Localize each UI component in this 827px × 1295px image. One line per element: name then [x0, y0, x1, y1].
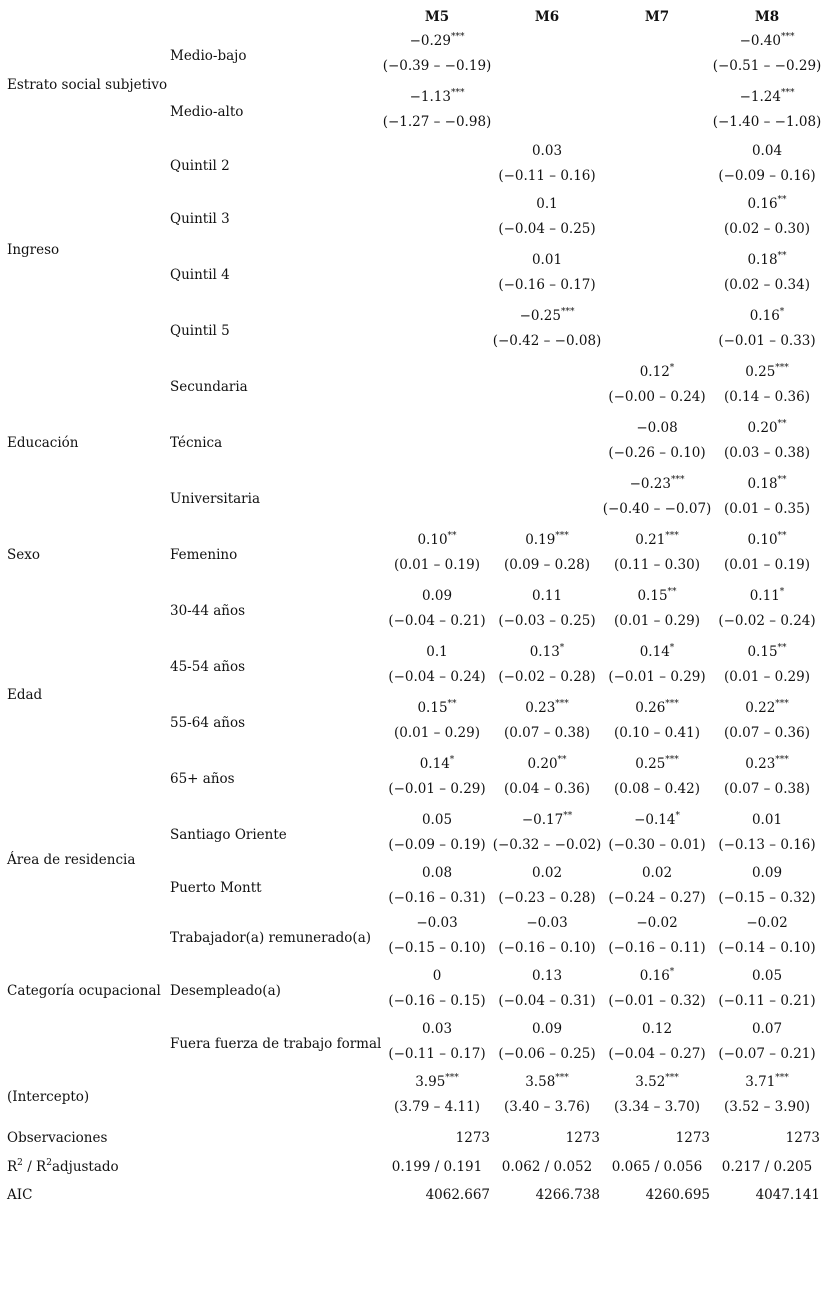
- estimate-cell: [712, 143, 822, 159]
- estimate-value: −0.08: [636, 420, 678, 436]
- confidence-interval: (0.07 – 0.36): [724, 725, 810, 741]
- estimate-value: 0.05: [751, 968, 783, 984]
- confidence-interval: (−0.06 – 0.25): [498, 1046, 596, 1062]
- estimate-cell: [382, 968, 492, 984]
- estimate-value: 0.03: [531, 143, 563, 159]
- row-group-label: Sexo: [7, 547, 40, 563]
- estimate-cell: [382, 700, 492, 716]
- estimate-cell: [602, 968, 712, 984]
- significance-stars: ***: [775, 363, 789, 373]
- estimate-cell: [712, 420, 822, 436]
- estimate-value: 0.01: [751, 812, 783, 828]
- stat-value: 0.217 / 0.205: [721, 1159, 813, 1175]
- confidence-interval: (−0.32 – −0.02): [492, 837, 602, 853]
- estimate-value: 0.23: [525, 700, 556, 716]
- confidence-interval: (−0.09 – 0.19): [388, 837, 486, 853]
- confidence-interval: (−0.16 – 0.11): [608, 940, 706, 956]
- row-label: Quintil 3: [170, 211, 230, 227]
- estimate-value: 0.07: [751, 1021, 783, 1037]
- significance-stars: *: [779, 307, 785, 317]
- estimate-value: 0.20: [527, 756, 558, 772]
- estimate-value: 0.16: [747, 196, 778, 212]
- confidence-interval: (−0.01 – 0.32): [608, 993, 706, 1009]
- estimate-value: 0.15: [637, 588, 668, 604]
- stat-value: 0.065 / 0.056: [611, 1159, 703, 1175]
- estimate-cell: [602, 476, 712, 492]
- estimate-cell: [382, 915, 492, 931]
- estimate-cell: [492, 308, 602, 324]
- estimate-value: 0.08: [421, 865, 453, 881]
- stat-value: 4266.738: [535, 1187, 600, 1203]
- confidence-interval: (0.11 – 0.30): [614, 557, 700, 573]
- significance-stars: ***: [775, 1073, 789, 1083]
- estimate-value: 0.09: [531, 1021, 563, 1037]
- confidence-interval: (−0.02 – 0.24): [718, 613, 816, 629]
- estimate-cell: [712, 89, 822, 105]
- estimate-value: 0.01: [531, 252, 563, 268]
- estimate-cell: [492, 532, 602, 548]
- row-label: Santiago Oriente: [170, 827, 287, 843]
- confidence-interval: (−0.51 – −0.29): [712, 58, 822, 74]
- estimate-value: 0.11: [749, 588, 780, 604]
- confidence-interval: (−0.11 – 0.16): [498, 168, 596, 184]
- significance-stars: *: [675, 811, 680, 821]
- estimate-value: 0.13: [529, 644, 560, 660]
- estimate-cell: [712, 476, 822, 492]
- row-label: Quintil 2: [170, 158, 230, 174]
- estimate-value: 0.18: [747, 476, 778, 492]
- estimate-value: 3.58: [525, 1074, 556, 1090]
- significance-stars: **: [447, 699, 457, 709]
- estimate-value: −0.03: [526, 915, 568, 931]
- row-group-label: Categoría ocupacional: [7, 983, 161, 999]
- stat-label: Observaciones: [7, 1130, 108, 1146]
- confidence-interval: (−0.42 – −0.08): [492, 333, 602, 349]
- estimate-value: 0.25: [635, 756, 666, 772]
- confidence-interval: (−0.13 – 0.16): [718, 837, 816, 853]
- confidence-interval: (−0.14 – 0.10): [718, 940, 816, 956]
- estimate-value: 0.11: [531, 588, 563, 604]
- confidence-interval: (−0.07 – 0.21): [718, 1046, 816, 1062]
- estimate-cell: [602, 644, 712, 660]
- estimate-cell: [492, 143, 602, 159]
- significance-stars: **: [777, 643, 787, 653]
- estimate-cell: [382, 1021, 492, 1037]
- estimate-cell: [712, 812, 822, 828]
- estimate-value: 0.12: [641, 1021, 673, 1037]
- estimate-cell: [712, 308, 822, 324]
- confidence-interval: (0.01 – 0.35): [724, 501, 810, 517]
- significance-stars: ***: [445, 1073, 459, 1083]
- row-group-label: (Intercepto): [7, 1089, 90, 1105]
- estimate-cell: [492, 756, 602, 772]
- estimate-value: 0.22: [745, 700, 776, 716]
- estimate-cell: [712, 33, 822, 49]
- confidence-interval: (−0.11 – 0.21): [718, 993, 816, 1009]
- confidence-interval: (0.01 – 0.19): [394, 557, 480, 573]
- estimate-value: 0.09: [421, 588, 453, 604]
- stat-value: 1273: [455, 1130, 490, 1146]
- significance-stars: ***: [450, 32, 465, 42]
- estimate-value: 0.12: [639, 364, 670, 380]
- estimate-value: 3.71: [745, 1074, 776, 1090]
- confidence-interval: (0.01 – 0.29): [394, 725, 480, 741]
- row-group-label: Edad: [7, 687, 43, 703]
- estimate-cell: [712, 756, 822, 772]
- estimate-cell: [492, 196, 602, 212]
- estimate-cell: [492, 865, 602, 881]
- confidence-interval: (0.02 – 0.30): [724, 221, 810, 237]
- confidence-interval: (3.52 – 3.90): [724, 1099, 810, 1115]
- confidence-interval: (3.79 – 4.11): [394, 1099, 480, 1115]
- estimate-cell: [602, 865, 712, 881]
- estimate-cell: [382, 532, 492, 548]
- estimate-cell: [712, 588, 822, 604]
- row-group-label: Educación: [7, 435, 79, 451]
- confidence-interval: (−0.26 – 0.10): [608, 445, 706, 461]
- confidence-interval: (0.07 – 0.38): [724, 781, 810, 797]
- row-label: Femenino: [170, 547, 238, 563]
- significance-stars: *: [779, 587, 785, 597]
- row-label: Quintil 5: [170, 323, 230, 339]
- confidence-interval: (−1.40 – −1.08): [712, 114, 822, 130]
- estimate-cell: [712, 1074, 822, 1090]
- confidence-interval: (−0.11 – 0.17): [388, 1046, 486, 1062]
- estimate-value: 0.05: [421, 812, 453, 828]
- significance-stars: *: [449, 755, 455, 765]
- estimate-value: 0.19: [525, 532, 556, 548]
- stat-value: 1273: [785, 1130, 820, 1146]
- confidence-interval: (−0.04 – 0.27): [608, 1046, 706, 1062]
- stat-label-r-squared: [7, 1159, 119, 1175]
- confidence-interval: (−0.04 – 0.31): [498, 993, 596, 1009]
- estimate-value: −0.02: [636, 915, 678, 931]
- significance-stars: **: [667, 587, 677, 597]
- confidence-interval: (−0.16 – 0.15): [388, 993, 486, 1009]
- row-label: 55-64 años: [170, 715, 246, 731]
- estimate-value: 0.03: [421, 1021, 453, 1037]
- estimate-value: 0.10: [417, 532, 448, 548]
- row-label: Trabajador(a) remunerado(a): [170, 930, 372, 946]
- confidence-interval: (−0.16 – 0.10): [498, 940, 596, 956]
- confidence-interval: (−1.27 – −0.98): [382, 114, 492, 130]
- estimate-value: −0.14: [634, 812, 676, 828]
- row-label: Medio-alto: [170, 104, 244, 120]
- estimate-value: 0.04: [751, 143, 783, 159]
- estimate-value: 0.1: [536, 196, 558, 212]
- stat-label-part: R: [7, 1159, 18, 1175]
- estimate-value: 3.52: [635, 1074, 666, 1090]
- estimate-cell: [492, 644, 602, 660]
- estimate-value: −0.23: [629, 476, 671, 492]
- estimate-value: −0.40: [739, 33, 781, 49]
- row-label: Secundaria: [170, 379, 248, 395]
- estimate-cell: [492, 1074, 602, 1090]
- stat-label-part: / R: [22, 1159, 47, 1175]
- estimate-cell: [602, 532, 712, 548]
- stat-label-part: 2: [46, 1158, 52, 1168]
- row-group-label: Área de residencia: [7, 852, 136, 868]
- confidence-interval: (−0.04 – 0.25): [498, 221, 596, 237]
- row-label: Universitaria: [170, 491, 260, 507]
- confidence-interval: (−0.40 – −0.07): [602, 501, 712, 517]
- estimate-value: 0.14: [419, 756, 450, 772]
- confidence-interval: (−0.03 – 0.25): [498, 613, 596, 629]
- confidence-interval: (3.34 – 3.70): [614, 1099, 700, 1115]
- significance-stars: ***: [665, 531, 679, 541]
- confidence-interval: (0.01 – 0.29): [724, 669, 810, 685]
- significance-stars: ***: [775, 755, 789, 765]
- estimate-value: 0.16: [749, 308, 780, 324]
- estimate-cell: [712, 252, 822, 268]
- confidence-interval: (−0.01 – 0.29): [608, 669, 706, 685]
- confidence-interval: (−0.24 – 0.27): [608, 890, 706, 906]
- confidence-interval: (−0.09 – 0.16): [718, 168, 816, 184]
- stat-value: 4047.141: [755, 1187, 820, 1203]
- estimate-cell: [602, 364, 712, 380]
- confidence-interval: (0.14 – 0.36): [724, 389, 810, 405]
- estimate-cell: [602, 915, 712, 931]
- estimate-value: −0.02: [746, 915, 788, 931]
- confidence-interval: (−0.16 – 0.17): [498, 277, 596, 293]
- significance-stars: **: [777, 419, 787, 429]
- estimate-value: 0.21: [635, 532, 666, 548]
- significance-stars: ***: [555, 1073, 569, 1083]
- estimate-value: 0.15: [747, 644, 778, 660]
- significance-stars: ***: [560, 307, 575, 317]
- estimate-cell: [712, 700, 822, 716]
- confidence-interval: (0.08 – 0.42): [614, 781, 700, 797]
- confidence-interval: (−0.04 – 0.24): [388, 669, 486, 685]
- estimate-value: 0.25: [745, 364, 776, 380]
- significance-stars: ***: [670, 475, 685, 485]
- estimate-cell: [382, 588, 492, 604]
- significance-stars: ***: [665, 755, 679, 765]
- estimate-value: 0.1: [426, 644, 448, 660]
- significance-stars: *: [669, 643, 675, 653]
- stat-value: 1273: [565, 1130, 600, 1146]
- estimate-value: 0.02: [641, 865, 673, 881]
- confidence-interval: (0.04 – 0.36): [504, 781, 590, 797]
- estimate-cell: [492, 1021, 602, 1037]
- confidence-interval: (−0.04 – 0.21): [388, 613, 486, 629]
- estimate-cell: [382, 865, 492, 881]
- significance-stars: *: [669, 967, 675, 977]
- significance-stars: **: [777, 531, 787, 541]
- row-group-label: Ingreso: [7, 242, 60, 258]
- significance-stars: *: [669, 363, 675, 373]
- stat-label-part: 2: [17, 1158, 23, 1168]
- estimate-value: 0.16: [639, 968, 670, 984]
- estimate-value: 0.13: [531, 968, 563, 984]
- estimate-cell: [492, 915, 602, 931]
- significance-stars: ***: [450, 88, 465, 98]
- significance-stars: ***: [780, 32, 795, 42]
- significance-stars: **: [777, 251, 787, 261]
- significance-stars: **: [557, 755, 567, 765]
- stat-label-part: adjustado: [51, 1159, 119, 1175]
- significance-stars: ***: [780, 88, 795, 98]
- estimate-value: 0.10: [747, 532, 778, 548]
- row-group-label: Estrato social subjetivo: [7, 77, 168, 93]
- estimate-cell: [602, 1074, 712, 1090]
- estimate-cell: [382, 89, 492, 105]
- row-label: Técnica: [170, 435, 223, 451]
- estimate-value: 3.95: [415, 1074, 446, 1090]
- estimate-cell: [602, 756, 712, 772]
- estimate-cell: [382, 1074, 492, 1090]
- estimate-cell: [492, 588, 602, 604]
- confidence-interval: (−0.15 – 0.10): [388, 940, 486, 956]
- estimate-value: −1.24: [739, 89, 781, 105]
- stat-value: 0.062 / 0.052: [501, 1159, 593, 1175]
- column-header-m5: M5: [424, 9, 450, 25]
- significance-stars: **: [447, 531, 457, 541]
- estimate-value: 0.26: [635, 700, 666, 716]
- estimate-value: −1.13: [409, 89, 451, 105]
- stat-label: AIC: [7, 1187, 33, 1203]
- stat-value: 0.199 / 0.191: [391, 1159, 483, 1175]
- estimate-value: 0.14: [639, 644, 670, 660]
- estimate-cell: [602, 700, 712, 716]
- row-label: 65+ años: [170, 771, 235, 787]
- estimate-cell: [492, 700, 602, 716]
- row-label: Puerto Montt: [170, 880, 262, 896]
- significance-stars: ***: [555, 699, 569, 709]
- significance-stars: **: [563, 811, 573, 821]
- estimate-cell: [712, 865, 822, 881]
- row-label: Quintil 4: [170, 267, 230, 283]
- significance-stars: ***: [555, 531, 569, 541]
- stat-value: 4260.695: [645, 1187, 710, 1203]
- estimate-value: −0.25: [519, 308, 561, 324]
- estimate-cell: [492, 812, 602, 828]
- row-label: Desempleado(a): [170, 983, 281, 999]
- significance-stars: *: [559, 643, 565, 653]
- row-label: Medio-bajo: [170, 48, 247, 64]
- confidence-interval: (−0.39 – −0.19): [382, 58, 492, 74]
- stat-value: 4062.667: [425, 1187, 490, 1203]
- estimate-value: 0.02: [531, 865, 563, 881]
- estimate-value: 0.18: [747, 252, 778, 268]
- estimate-cell: [602, 420, 712, 436]
- estimate-value: 0.15: [417, 700, 448, 716]
- confidence-interval: (−0.00 – 0.24): [608, 389, 706, 405]
- estimate-cell: [492, 968, 602, 984]
- confidence-interval: (−0.16 – 0.31): [388, 890, 486, 906]
- estimate-cell: [712, 1021, 822, 1037]
- confidence-interval: (0.10 – 0.41): [614, 725, 700, 741]
- estimate-value: −0.03: [416, 915, 458, 931]
- stat-value: 1273: [675, 1130, 710, 1146]
- column-header-m6: M6: [534, 9, 560, 25]
- significance-stars: ***: [665, 1073, 679, 1083]
- estimate-cell: [712, 364, 822, 380]
- column-header-m8: M8: [754, 9, 780, 25]
- column-header-m7: M7: [644, 9, 670, 25]
- estimate-cell: [712, 532, 822, 548]
- confidence-interval: (0.07 – 0.38): [504, 725, 590, 741]
- estimate-value: 0.09: [751, 865, 783, 881]
- estimate-cell: [712, 644, 822, 660]
- estimate-cell: [382, 756, 492, 772]
- estimate-cell: [712, 968, 822, 984]
- estimate-cell: [382, 644, 492, 660]
- confidence-interval: (−0.02 – 0.28): [498, 669, 596, 685]
- significance-stars: **: [777, 475, 787, 485]
- confidence-interval: (−0.23 – 0.28): [498, 890, 596, 906]
- estimate-cell: [492, 252, 602, 268]
- confidence-interval: (−0.01 – 0.29): [388, 781, 486, 797]
- confidence-interval: (−0.30 – 0.01): [608, 837, 706, 853]
- confidence-interval: (3.40 – 3.76): [504, 1099, 590, 1115]
- estimate-value: 0: [432, 968, 442, 984]
- row-label: 30-44 años: [170, 603, 246, 619]
- confidence-interval: (0.09 – 0.28): [504, 557, 590, 573]
- row-label: 45-54 años: [170, 659, 246, 675]
- row-label: Fuera fuerza de trabajo formal: [170, 1036, 382, 1052]
- estimate-cell: [602, 1021, 712, 1037]
- estimate-value: 0.23: [745, 756, 776, 772]
- estimate-cell: [382, 812, 492, 828]
- significance-stars: ***: [775, 699, 789, 709]
- confidence-interval: (0.01 – 0.19): [724, 557, 810, 573]
- estimate-cell: [712, 915, 822, 931]
- estimate-cell: [712, 196, 822, 212]
- estimate-value: −0.29: [409, 33, 451, 49]
- confidence-interval: (−0.01 – 0.33): [718, 333, 816, 349]
- significance-stars: **: [777, 195, 787, 205]
- confidence-interval: (−0.15 – 0.32): [718, 890, 816, 906]
- estimate-cell: [602, 812, 712, 828]
- confidence-interval: (0.01 – 0.29): [614, 613, 700, 629]
- estimate-cell: [602, 588, 712, 604]
- estimate-cell: [382, 33, 492, 49]
- estimate-value: 0.20: [747, 420, 778, 436]
- estimate-value: −0.17: [521, 812, 564, 828]
- significance-stars: ***: [665, 699, 679, 709]
- confidence-interval: (0.03 – 0.38): [724, 445, 810, 461]
- confidence-interval: (0.02 – 0.34): [724, 277, 810, 293]
